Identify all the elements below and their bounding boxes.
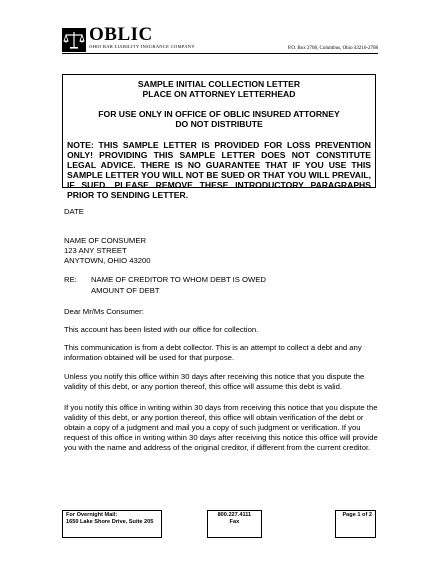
notice-title — [63, 79, 375, 99]
paragraph-1: This account has been listed with our office for collection. — [64, 325, 259, 334]
re-creditor: NAME OF CREDITOR TO WHOM DEBT IS OWED — [91, 275, 266, 284]
company-address: P.O. Box 2708, Columbus, Ohio 43216-2708 — [287, 46, 378, 51]
footer-mail-address: 1650 Lake Shore Drive, Suite 205 — [66, 519, 154, 525]
consumer-name: NAME OF CONSUMER — [64, 236, 147, 245]
oblic-logo — [62, 24, 232, 52]
re-line — [64, 275, 266, 285]
notice-disclaimer: NOTE: THIS SAMPLE LETTER IS PROVIDED FOR LOSS PREVENTION ONLY! PROVIDING THIS SAMPLE LETTER DOES NOT CONSTITUTE LEGAL ADVICE. THERE IS NO GUARANTEE THAT IF YOU USE THIS SAMPLE LETTER YOU WILL NOT BE SUED OR THAT YOU WILL PREVAIL, IF SUED. PLEASE REMOVE THESE INTRODUCTORY PARAGRAPHS PRIOR TO SENDING LETTER. — [67, 140, 371, 200]
footer-phone-cell — [207, 511, 261, 538]
notice-title-line: SAMPLE INITIAL COLLECTION LETTER — [137, 79, 301, 89]
footer-gap — [261, 511, 335, 538]
disclaimer-box — [62, 74, 376, 200]
scales-of-justice-icon — [62, 28, 86, 52]
footer-page: Page 1 of 2 — [336, 511, 376, 538]
footer-gap — [161, 511, 207, 538]
notice-title-line: PLACE ON ATTORNEY LETTERHEAD — [142, 89, 296, 99]
notice-usage-line: FOR USE ONLY IN OFFICE OF OBLIC INSURED ATTORNEY — [98, 109, 340, 119]
paragraph-3: Unless you notify this office within 30 days after receiving this notice that you dispute the validity of this debt, or any portion thereof, this office will assume this debt is valid. — [64, 372, 365, 391]
re-label: RE: — [64, 275, 77, 284]
footer-mail-cell — [63, 511, 162, 538]
footer-table — [62, 510, 376, 538]
notice-usage-line: DO NOT DISTRIBUTE — [175, 119, 263, 129]
salutation: Dear Mr/Ms Consumer: — [64, 307, 144, 316]
paragraph-2: This communication is from a debt collector. This is an attempt to collect a debt and any information obtained will be used for that purpose. — [64, 343, 362, 362]
brand-name: OBLIC — [89, 24, 153, 45]
footer-mail-label: For Overnight Mail: — [66, 512, 118, 518]
header-divider — [62, 53, 378, 54]
letter-date: DATE — [64, 207, 84, 216]
notice-usage — [63, 109, 375, 129]
consumer-address — [64, 236, 382, 266]
footer-phone: 800.227.4111 — [217, 512, 252, 518]
footer-fax-label: Fax — [229, 519, 240, 525]
consumer-city: ANYTOWN, OHIO 43200 — [64, 256, 151, 265]
consumer-street: 123 ANY STREET — [64, 246, 127, 255]
brand-subtitle: OHIO BAR LIABILITY INSURANCE COMPANY — [89, 44, 195, 49]
paragraph-4: If you notify this office in writing within 30 days from receiving this notice that you dispute the validity of this debt, or any portion thereof, this office will obtain verification of the debt or obtain a copy of a judgment and mail you a copy of such judgment or verification. If you request of this office in writing within 30 days after receiving this notice this office will provide you with the name and address of the original creditor, if different from the current creditor. — [64, 403, 378, 452]
re-amount: AMOUNT OF DEBT — [91, 286, 160, 295]
